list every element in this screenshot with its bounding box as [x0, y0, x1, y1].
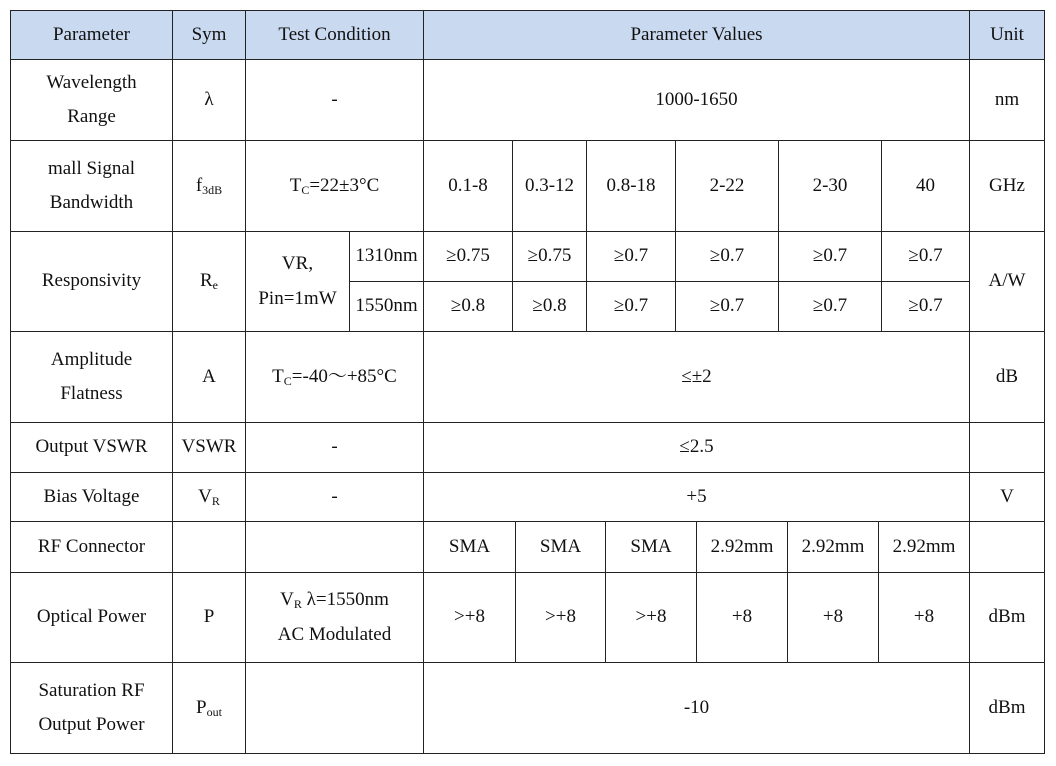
bias-value-text: +5	[686, 485, 707, 507]
connector-value: 2.92mm	[801, 535, 865, 557]
row-responsivity-sym	[173, 232, 246, 332]
flatness-sym-text: A	[202, 365, 216, 387]
optical-power-sym-text: P	[203, 606, 215, 628]
responsivity-1310-value-cell	[882, 232, 970, 282]
responsivity-1550-value: ≥0.8	[450, 295, 486, 317]
responsivity-1550-value: ≥0.7	[613, 295, 649, 317]
row-wavelength-value	[424, 60, 970, 141]
flatness-cond-sub: C	[283, 373, 292, 388]
wavelength-value-text: 1000-1650	[655, 88, 738, 110]
optical-power-value-cell	[424, 573, 516, 663]
saturation-unit-text: dBm	[988, 696, 1026, 718]
optical-power-value-cell	[879, 573, 970, 663]
responsivity-cond-line1: VR,	[281, 253, 314, 275]
responsivity-wl-1310-text: 1310nm	[355, 245, 418, 267]
row-bias-cond	[246, 473, 424, 522]
header-sym-text: Sym	[191, 23, 227, 45]
row-saturation-param	[10, 663, 173, 754]
row-responsivity-cond	[246, 232, 350, 332]
optical-power-value: >+8	[454, 606, 485, 628]
vswr-value-text: ≤2.5	[679, 436, 714, 458]
bandwidth-cond-main: T	[289, 174, 302, 196]
row-bandwidth-param	[10, 141, 173, 232]
row-wavelength-cond	[246, 60, 424, 141]
optical-power-cond-main: V	[280, 589, 294, 611]
responsivity-1310-value: ≥0.75	[527, 245, 572, 267]
row-bias-param	[10, 473, 173, 522]
flatness-cond-rest: =-40～+85°C	[291, 365, 397, 387]
bias-cond-text: -	[331, 485, 338, 507]
saturation-sym-main: P	[196, 696, 207, 718]
responsivity-wl-1550-text: 1550nm	[355, 295, 418, 317]
row-flatness-value	[424, 332, 970, 423]
header-test-condition-text: Test Condition	[278, 23, 391, 45]
bandwidth-value-cell	[779, 141, 882, 232]
bandwidth-sym-sub: 3dB	[202, 182, 223, 197]
connector-value-cell	[697, 522, 788, 573]
bandwidth-value-cell	[513, 141, 587, 232]
bandwidth-value-cell	[882, 141, 970, 232]
wavelength-sym-text: λ	[204, 88, 214, 110]
row-bandwidth-unit	[970, 141, 1045, 232]
header-unit	[970, 10, 1045, 60]
row-wavelength-unit	[970, 60, 1045, 141]
responsivity-1310-value: ≥0.7	[908, 245, 943, 267]
optical-power-value: +8	[731, 606, 753, 628]
connector-value-cell	[879, 522, 970, 573]
flatness-param-line2: Flatness	[60, 383, 123, 404]
bias-unit-text: V	[1000, 485, 1014, 507]
header-parameter-text: Parameter	[52, 23, 130, 45]
bandwidth-cond-rest: =22±3°C	[309, 174, 380, 196]
responsivity-sym-main: R	[199, 270, 213, 292]
responsivity-1550-value: ≥0.7	[709, 295, 745, 317]
row-vswr-value	[424, 423, 970, 473]
row-optical-power-cond	[246, 573, 424, 663]
header-test-condition	[246, 10, 424, 60]
wavelength-unit-text: nm	[994, 88, 1020, 110]
responsivity-wavelength-1550	[350, 282, 424, 332]
vswr-sym-text: VSWR	[181, 436, 237, 458]
responsivity-cond-line2: Pin=1mW	[258, 287, 337, 309]
row-optical-power-sym	[173, 573, 246, 663]
responsivity-1550-value-cell	[424, 282, 513, 332]
header-parameter-values	[424, 10, 970, 60]
responsivity-wavelength-1310	[350, 232, 424, 282]
responsivity-1310-value-cell	[513, 232, 587, 282]
optical-power-unit-text: dBm	[988, 606, 1026, 628]
vswr-param-text: Output VSWR	[35, 436, 148, 458]
bandwidth-sym-main: f	[195, 174, 203, 196]
responsivity-1310-value-cell	[779, 232, 882, 282]
connector-value-cell	[606, 522, 697, 573]
row-saturation-sym	[173, 663, 246, 754]
wavelength-cond-text: -	[331, 88, 338, 110]
flatness-value-text: ≤±2	[681, 365, 712, 387]
optical-power-value-cell	[788, 573, 879, 663]
row-saturation-cond	[246, 663, 424, 754]
wavelength-param-line1: Wavelength	[46, 71, 137, 93]
row-flatness-sym	[173, 332, 246, 423]
responsivity-1310-value-cell	[587, 232, 676, 282]
row-bandwidth-cond	[246, 141, 424, 232]
row-saturation-value	[424, 663, 970, 754]
row-bandwidth-sym	[173, 141, 246, 232]
responsivity-1550-value-cell	[513, 282, 587, 332]
row-bias-sym	[173, 473, 246, 522]
row-connector-param	[10, 522, 173, 573]
bandwidth-value: 40	[916, 174, 935, 196]
bandwidth-param-line1: mall Signal	[47, 157, 136, 179]
connector-value: 2.92mm	[710, 535, 774, 557]
bandwidth-value-cell	[676, 141, 779, 232]
optical-power-value-cell	[516, 573, 606, 663]
row-bias-unit	[970, 473, 1045, 522]
responsivity-1550-value: ≥0.8	[532, 295, 567, 317]
row-flatness-param	[10, 332, 173, 423]
row-connector-cond	[246, 522, 424, 573]
saturation-sym-sub: out	[206, 704, 222, 719]
responsivity-1550-value: ≥0.7	[812, 295, 848, 317]
responsivity-1550-value-cell	[587, 282, 676, 332]
bandwidth-cond-sub: C	[301, 182, 310, 197]
connector-param-text: RF Connector	[37, 535, 146, 557]
flatness-param-line1: Amplitude	[50, 348, 133, 370]
row-connector-sym	[173, 522, 246, 573]
row-responsivity-param	[10, 232, 173, 332]
wavelength-param-line2: Range	[67, 106, 116, 127]
row-responsivity-unit	[970, 232, 1045, 332]
responsivity-1550-value-cell	[676, 282, 779, 332]
saturation-param-line1: Saturation RF	[38, 679, 145, 701]
responsivity-unit-text: A/W	[988, 270, 1026, 292]
vswr-cond-text: -	[331, 436, 338, 458]
optical-power-cond-sub: R	[293, 597, 302, 612]
responsivity-1310-value: ≥0.75	[446, 245, 490, 267]
bias-param-text: Bias Voltage	[43, 485, 140, 507]
responsivity-1310-value: ≥0.7	[613, 245, 649, 267]
header-parameter-values-text: Parameter Values	[630, 23, 763, 45]
connector-value: SMA	[448, 535, 491, 557]
row-optical-power-unit	[970, 573, 1045, 663]
optical-power-value: >+8	[635, 606, 667, 628]
saturation-param-line2: Output Power	[38, 714, 145, 735]
row-bias-value	[424, 473, 970, 522]
row-optical-power-param	[10, 573, 173, 663]
header-sym	[173, 10, 246, 60]
bandwidth-value-cell	[587, 141, 676, 232]
connector-value: SMA	[630, 535, 672, 557]
bias-sym-main: V	[198, 485, 212, 507]
responsivity-param-text: Responsivity	[41, 270, 142, 292]
bandwidth-unit-text: GHz	[989, 174, 1025, 196]
optical-power-value-cell	[697, 573, 788, 663]
flatness-cond-main: T	[272, 365, 284, 387]
optical-power-cond-rest: λ=1550nm	[301, 589, 389, 611]
optical-power-value: >+8	[545, 606, 576, 628]
bandwidth-value: 0.3-12	[524, 174, 575, 196]
header-parameter	[10, 10, 173, 60]
row-vswr-sym	[173, 423, 246, 473]
connector-value-cell	[516, 522, 606, 573]
connector-value-cell	[424, 522, 516, 573]
header-unit-text: Unit	[990, 23, 1024, 45]
responsivity-sym-sub: e	[212, 278, 218, 293]
bandwidth-value-cell	[424, 141, 513, 232]
responsivity-1310-value: ≥0.7	[812, 245, 848, 267]
row-flatness-cond	[246, 332, 424, 423]
bandwidth-param-line2: Bandwidth	[49, 192, 134, 213]
row-flatness-unit	[970, 332, 1045, 423]
optical-power-value: +8	[822, 606, 844, 628]
optical-power-value: +8	[913, 606, 935, 628]
flatness-unit-text: dB	[995, 365, 1019, 387]
row-vswr-param	[10, 423, 173, 473]
row-wavelength-param	[10, 60, 173, 141]
responsivity-1550-value-cell	[779, 282, 882, 332]
bandwidth-value: 0.1-8	[448, 174, 488, 196]
connector-value-cell	[788, 522, 879, 573]
connector-value: 2.92mm	[892, 535, 956, 557]
optical-power-param-text: Optical Power	[36, 606, 147, 628]
row-wavelength-sym	[173, 60, 246, 141]
responsivity-1550-value: ≥0.7	[908, 295, 943, 317]
responsivity-1310-value: ≥0.7	[709, 245, 745, 267]
responsivity-1310-value-cell	[424, 232, 513, 282]
bias-sym-sub: R	[211, 493, 220, 508]
bandwidth-value: 2-30	[812, 174, 848, 196]
saturation-value-text: -10	[683, 696, 710, 718]
row-vswr-unit	[970, 423, 1045, 473]
responsivity-1310-value-cell	[676, 232, 779, 282]
row-saturation-unit	[970, 663, 1045, 754]
row-vswr-cond	[246, 423, 424, 473]
row-connector-unit	[970, 522, 1045, 573]
connector-value: SMA	[539, 535, 582, 557]
responsivity-1550-value-cell	[882, 282, 970, 332]
bandwidth-value: 0.8-18	[606, 174, 656, 196]
bandwidth-value: 2-22	[709, 174, 745, 196]
optical-power-cond-line2: AC Modulated	[277, 623, 392, 645]
optical-power-value-cell	[606, 573, 697, 663]
